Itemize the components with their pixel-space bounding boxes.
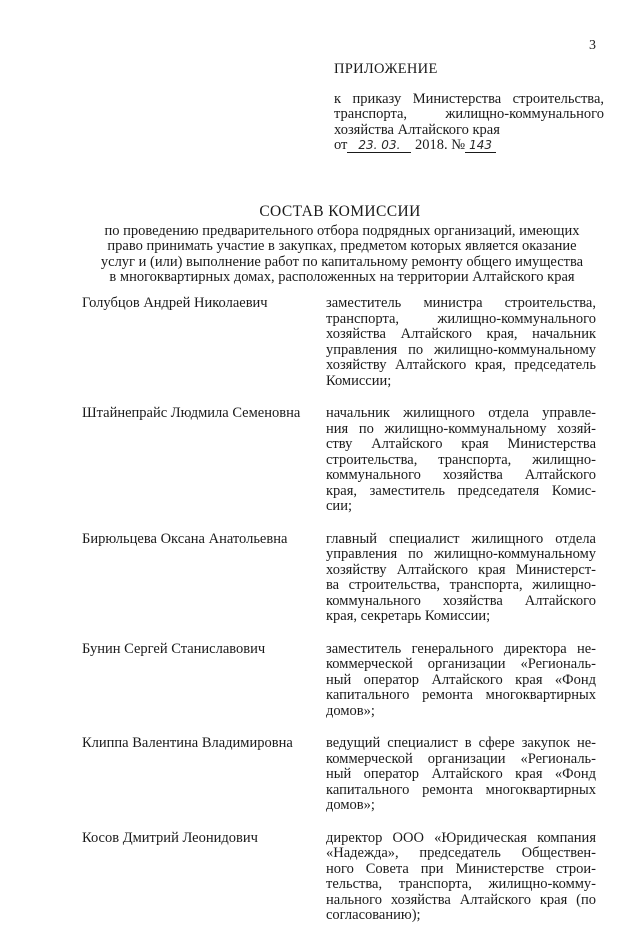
role-line: транспорта, жилищно-коммунального: [326, 310, 596, 327]
role-line: хозяйства Алтайского края, начальник: [326, 326, 596, 342]
role-line: нального хозяйства Алтайского края (по: [326, 891, 596, 908]
document-heading: СОСТАВ КОМИССИИ: [259, 203, 421, 220]
role-line: края, заместитель председателя Комис-: [326, 482, 596, 499]
member-role: [326, 736, 596, 814]
role-line: ведущий специалист в сфере закупок не-: [326, 735, 596, 751]
role-line: сии;: [326, 498, 352, 514]
appendix-date-line: [334, 138, 604, 154]
role-line: края, секретарь Комиссии;: [326, 608, 491, 624]
member-row: [82, 296, 602, 389]
member-name: Косов Дмитрий Леонидович: [82, 829, 258, 846]
appendix-line-3: хозяйства Алтайского края: [334, 121, 500, 138]
member-row: [82, 736, 602, 814]
role-line: домов»;: [326, 702, 375, 719]
role-line: начальник жилищного отдела управле-: [326, 405, 596, 421]
subheading-line: по проведению предварительного отбора подрядных организаций, имеющих: [104, 223, 580, 239]
role-line: хозяйству Алтайского края Министерст-: [326, 561, 596, 578]
role-line: Комиссии;: [326, 372, 392, 389]
role-line: ный оператор Алтайского края «Фонд: [326, 671, 596, 688]
role-line: заместитель министра строительства,: [326, 295, 596, 311]
year-text: 2018. №: [415, 137, 466, 153]
role-line: ный оператор Алтайского края «Фонд: [326, 766, 596, 782]
member-row: [82, 642, 602, 720]
members-list: [82, 296, 602, 941]
member-name: Голубцов Андрей Николаевич: [82, 295, 268, 311]
role-line: домов»;: [326, 797, 375, 813]
role-line: капитального ремонта многоквартирных: [326, 781, 596, 798]
subheading-line: услуг и (или) выполнение работ по капитальному ремонту общего имущества: [100, 253, 584, 270]
role-line: согласованию);: [326, 907, 421, 923]
appendix-line-1: к приказу Министерства строительства,: [334, 90, 604, 107]
subheading-line: право принимать участие в закупках, предметом которых является оказание: [107, 238, 577, 255]
role-line: управления по жилищно-коммунальному: [326, 341, 596, 358]
member-role: [326, 296, 596, 389]
appendix-line-2: транспорта, жилищно-коммунального: [334, 106, 604, 122]
document-subheading: [72, 224, 612, 285]
role-line: ва строительства, транспорта, жилищно-: [326, 577, 596, 593]
member-row: [82, 831, 602, 924]
handwritten-number: 143: [465, 139, 496, 153]
role-line: управления по жилищно-коммунальному: [326, 546, 596, 562]
role-line: коммерческой организации «Региональ-: [326, 750, 596, 767]
member-name: Клиппа Валентина Владимировна: [82, 735, 293, 751]
role-line: главный специалист жилищного отдела: [326, 530, 596, 547]
member-row: [82, 532, 602, 625]
member-name: Бунин Сергей Станиславович: [82, 640, 266, 657]
role-line: ству Алтайского края Министерства: [326, 436, 596, 452]
role-line: коммунального хозяйства Алтайского: [326, 592, 596, 609]
role-line: хозяйству Алтайского края, председатель: [326, 357, 596, 373]
role-line: ния по жилищно-коммунальному хозяй-: [326, 420, 596, 437]
member-role: [326, 406, 596, 515]
role-line: коммерческой организации «Региональ-: [326, 656, 596, 672]
member-row: [82, 406, 602, 515]
role-line: строительства, транспорта, жилищно-: [326, 451, 596, 468]
role-line: ного Совета при Министерстве строи-: [326, 860, 596, 877]
member-role: [326, 831, 596, 924]
role-line: тельства, транспорта, жилищно-комму-: [326, 876, 596, 892]
role-line: заместитель генерального директора не-: [326, 640, 596, 657]
role-line: коммунального хозяйства Алтайского: [326, 467, 596, 483]
member-role: [326, 532, 596, 625]
handwritten-date: 23. 03.: [347, 139, 411, 153]
role-line: директор ООО «Юридическая компания: [326, 829, 596, 846]
member-name: Штайнепрайс Людмила Семеновна: [82, 405, 301, 421]
page-number: 3: [589, 38, 596, 53]
member-name: Бирюльцева Оксана Анатольевна: [82, 530, 288, 547]
member-role: [326, 642, 596, 720]
subheading-line: в многоквартирных домах, расположенных на территории Алтайского края: [109, 268, 575, 285]
role-line: «Надежда», председатель Обществен-: [326, 845, 596, 861]
appendix-block: [334, 62, 604, 154]
date-prefix: от: [334, 137, 348, 153]
role-line: капитального ремонта многоквартирных: [326, 687, 596, 703]
appendix-title: ПРИЛОЖЕНИЕ: [334, 61, 438, 77]
